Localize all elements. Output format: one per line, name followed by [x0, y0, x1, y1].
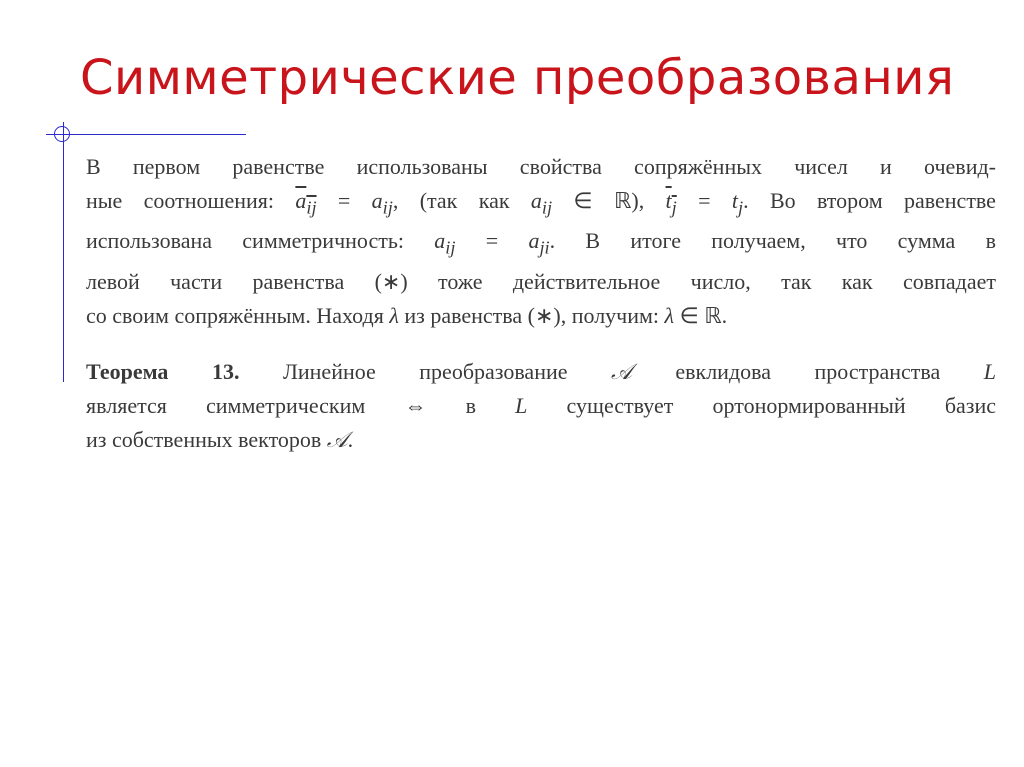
theorem-line-2: является симметрическим ⇔ в L существует ортонормированный базис	[86, 392, 996, 418]
paragraph-line-4: левой части равенства (∗) тоже действительное число, так как совпадает	[86, 268, 996, 294]
theorem-line-3: из собственных векторов 𝒜.	[86, 426, 354, 452]
paragraph-line-2: ные соотношения: $a_{ij} = a_{ij}$, (так как $a_{ij}$ ∈ ℝ), $t_j = t_j$. Во втором равенстве	[86, 188, 996, 218]
theorem-line-1: Теорема 13. Линейное преобразование 𝒜 евклидова пространства L	[86, 358, 997, 384]
decorative-horizontal-line	[46, 134, 246, 135]
decorative-circle-icon	[54, 126, 70, 142]
paragraph-line-1: В первом равенстве использованы свойства сопряжённых чисел и очевид-	[86, 154, 996, 179]
slide-title: Симметрические преобразования	[80, 50, 955, 106]
theorem-label: Теорема 13.	[86, 358, 240, 384]
paragraph-line-5: со своим сопряжённым. Находя λ из равенства (∗), получим: λ ∈ ℝ.	[86, 302, 728, 328]
paragraph	[86, 150, 996, 333]
decorative-vertical-line	[63, 122, 64, 382]
paragraph-line-3: использована симметричность: $a_{ij} = a_{ji}$. В итоге получаем, что сумма в	[86, 228, 996, 258]
theorem-block	[86, 355, 996, 457]
slide-body	[86, 150, 996, 457]
